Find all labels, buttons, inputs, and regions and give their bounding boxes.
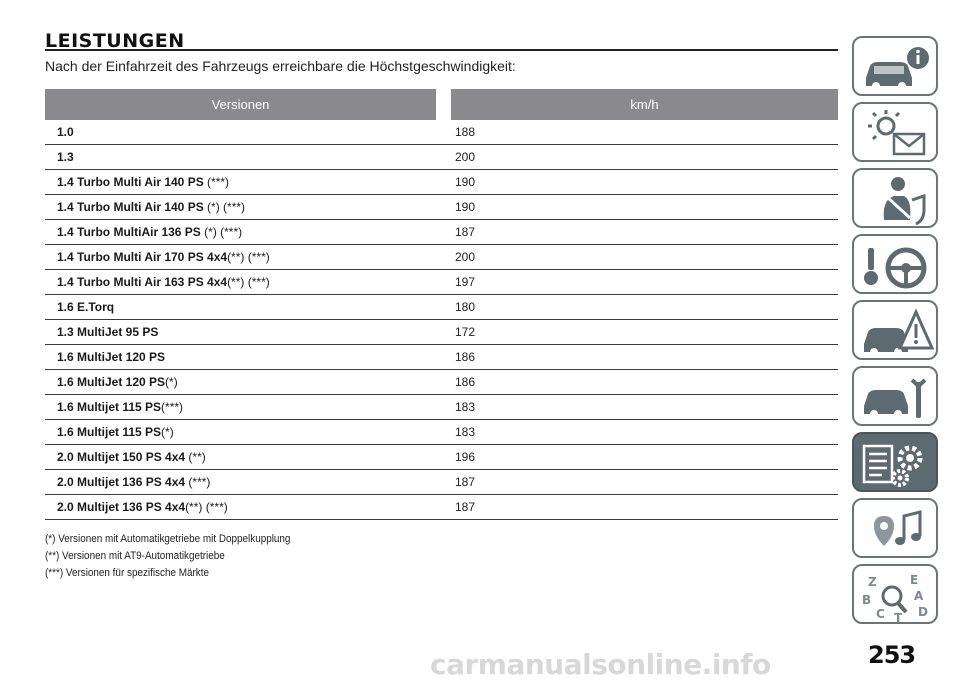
version-cell — [45, 420, 436, 445]
version-footnote-marker: (*) (***) — [200, 225, 243, 239]
version-footnote-marker: (*) — [165, 375, 178, 389]
version-name: 1.6 Multijet 115 PS — [57, 425, 162, 439]
version-name: 1.6 MultiJet 120 PS — [57, 375, 166, 389]
table-row — [45, 345, 838, 370]
speed-cell: 186 — [451, 370, 838, 395]
speed-cell: 190 — [451, 195, 838, 220]
version-cell — [45, 245, 436, 270]
version-cell — [45, 495, 436, 520]
nav-tab-technical-data[interactable] — [852, 432, 938, 492]
speed-cell: 196 — [451, 445, 838, 470]
nav-tab-maintenance[interactable] — [852, 366, 938, 426]
svg-text:Z: Z — [868, 575, 877, 589]
footnote-2: (**) Versionen mit AT9-Automatikgetriebe — [45, 550, 225, 562]
nav-tab-warning-lights[interactable] — [852, 102, 938, 162]
header-versions: Versionen — [45, 89, 436, 120]
speed-cell: 183 — [451, 420, 838, 445]
version-cell — [45, 320, 436, 345]
speed-cell: 188 — [451, 120, 838, 145]
column-gap — [436, 370, 451, 395]
version-name: 1.4 Turbo Multi Air 140 PS — [57, 175, 204, 189]
column-gap — [436, 270, 451, 295]
multimedia-music-icon — [854, 500, 940, 560]
table-body — [45, 120, 838, 520]
car-emergency-icon — [854, 302, 940, 362]
column-gap — [436, 245, 451, 270]
alphabetical-index-icon — [854, 566, 940, 626]
table-row — [45, 445, 838, 470]
version-name: 2.0 Multijet 136 PS 4x4 — [57, 500, 186, 514]
column-gap — [436, 345, 451, 370]
table-row — [45, 145, 838, 170]
nav-tab-safety[interactable] — [852, 168, 938, 228]
table-header-row — [45, 89, 838, 120]
car-maintenance-icon — [854, 368, 940, 428]
column-gap — [436, 170, 451, 195]
version-footnote-marker: (*) (***) — [203, 200, 246, 214]
footnote-1: (*) Versionen mit Automatikgetriebe mit Doppelkupplung — [45, 533, 291, 545]
version-name: 1.0 — [57, 125, 74, 139]
version-name: 2.0 Multijet 136 PS 4x4 — [57, 475, 186, 489]
version-name: 1.4 Turbo MultiAir 136 PS — [57, 225, 201, 239]
version-footnote-marker: (***) — [203, 175, 230, 189]
version-footnote-marker: (**) — [185, 450, 206, 464]
version-cell — [45, 345, 436, 370]
version-cell — [45, 395, 436, 420]
car-info-icon — [854, 38, 940, 98]
version-cell — [45, 295, 436, 320]
version-cell — [45, 220, 436, 245]
title-rule — [45, 49, 838, 51]
column-gap — [436, 395, 451, 420]
version-name: 1.4 Turbo Multi Air 170 PS 4x4 — [57, 250, 228, 264]
version-name: 1.4 Turbo Multi Air 140 PS — [57, 200, 204, 214]
table-row — [45, 370, 838, 395]
table-row — [45, 320, 838, 345]
column-gap — [436, 495, 451, 520]
seat-safety-icon — [854, 170, 940, 230]
svg-text:T: T — [894, 611, 903, 625]
version-footnote-marker: (*) — [161, 425, 174, 439]
version-name: 2.0 Multijet 150 PS 4x4 — [57, 450, 186, 464]
column-gap — [436, 120, 451, 145]
warning-light-message-icon — [854, 104, 940, 164]
speed-cell: 180 — [451, 295, 838, 320]
version-cell — [45, 170, 436, 195]
chapter-nav — [852, 0, 960, 678]
table-row — [45, 245, 838, 270]
column-gap — [436, 220, 451, 245]
speed-cell: 187 — [451, 495, 838, 520]
version-cell — [45, 195, 436, 220]
speed-cell: 186 — [451, 345, 838, 370]
version-footnote-marker: (**) (***) — [227, 275, 270, 289]
version-cell — [45, 145, 436, 170]
column-gap — [436, 470, 451, 495]
nav-tab-index[interactable] — [852, 564, 938, 624]
page-number: 253 — [868, 641, 916, 669]
svg-text:B: B — [862, 593, 872, 607]
speed-cell: 183 — [451, 395, 838, 420]
table-row — [45, 170, 838, 195]
nav-tab-starting-driving[interactable] — [852, 234, 938, 294]
svg-text:A: A — [914, 589, 924, 603]
speed-table — [45, 89, 838, 520]
table-row — [45, 470, 838, 495]
svg-text:E: E — [910, 573, 919, 587]
nav-tab-car-info[interactable] — [852, 36, 938, 96]
column-gap — [436, 195, 451, 220]
version-cell — [45, 270, 436, 295]
version-cell — [45, 120, 436, 145]
column-gap — [436, 145, 451, 170]
table-row — [45, 495, 838, 520]
column-gap — [436, 295, 451, 320]
column-gap — [436, 320, 451, 345]
version-cell — [45, 470, 436, 495]
technical-data-gear-icon — [854, 434, 940, 494]
table-row — [45, 220, 838, 245]
version-footnote-marker: (**) (***) — [185, 500, 228, 514]
version-name: 1.4 Turbo Multi Air 163 PS 4x4 — [57, 275, 228, 289]
speed-cell: 190 — [451, 170, 838, 195]
version-name: 1.3 — [57, 150, 74, 164]
speed-cell: 200 — [451, 245, 838, 270]
table-row — [45, 270, 838, 295]
version-cell — [45, 445, 436, 470]
key-steering-wheel-icon — [854, 236, 940, 296]
section-title: LEISTUNGEN — [45, 30, 185, 52]
svg-text:D: D — [918, 605, 928, 619]
speed-cell: 172 — [451, 320, 838, 345]
nav-tab-multimedia[interactable] — [852, 498, 938, 558]
speed-cell: 187 — [451, 470, 838, 495]
column-gap — [436, 445, 451, 470]
nav-tab-emergency[interactable] — [852, 300, 938, 360]
version-footnote-marker: (***) — [185, 475, 211, 489]
footnote-3: (***) Versionen für spezifische Märkte — [45, 567, 209, 579]
header-gap — [436, 89, 451, 120]
header-kmh: km/h — [451, 89, 838, 120]
version-name: 1.3 MultiJet 95 PS — [57, 325, 159, 339]
svg-text:C: C — [876, 607, 885, 621]
table-row — [45, 295, 838, 320]
table-row — [45, 195, 838, 220]
speed-cell: 200 — [451, 145, 838, 170]
version-name: 1.6 Multijet 115 PS — [57, 400, 162, 414]
version-cell — [45, 370, 436, 395]
version-footnote-marker: (***) — [161, 400, 184, 414]
table-row — [45, 420, 838, 445]
version-name: 1.6 E.Torq — [57, 300, 115, 314]
table-row — [45, 120, 838, 145]
version-footnote-marker: (**) (***) — [227, 250, 270, 264]
footnotes — [45, 531, 290, 582]
speed-cell: 187 — [451, 220, 838, 245]
version-name: 1.6 MultiJet 120 PS — [57, 350, 166, 364]
watermark: carmanualsonline.info — [430, 648, 771, 681]
column-gap — [436, 420, 451, 445]
section-subtitle: Nach der Einfahrzeit des Fahrzeugs erreichbare die Höchstgeschwindigkeit: — [45, 58, 516, 74]
table-row — [45, 395, 838, 420]
speed-cell: 197 — [451, 270, 838, 295]
